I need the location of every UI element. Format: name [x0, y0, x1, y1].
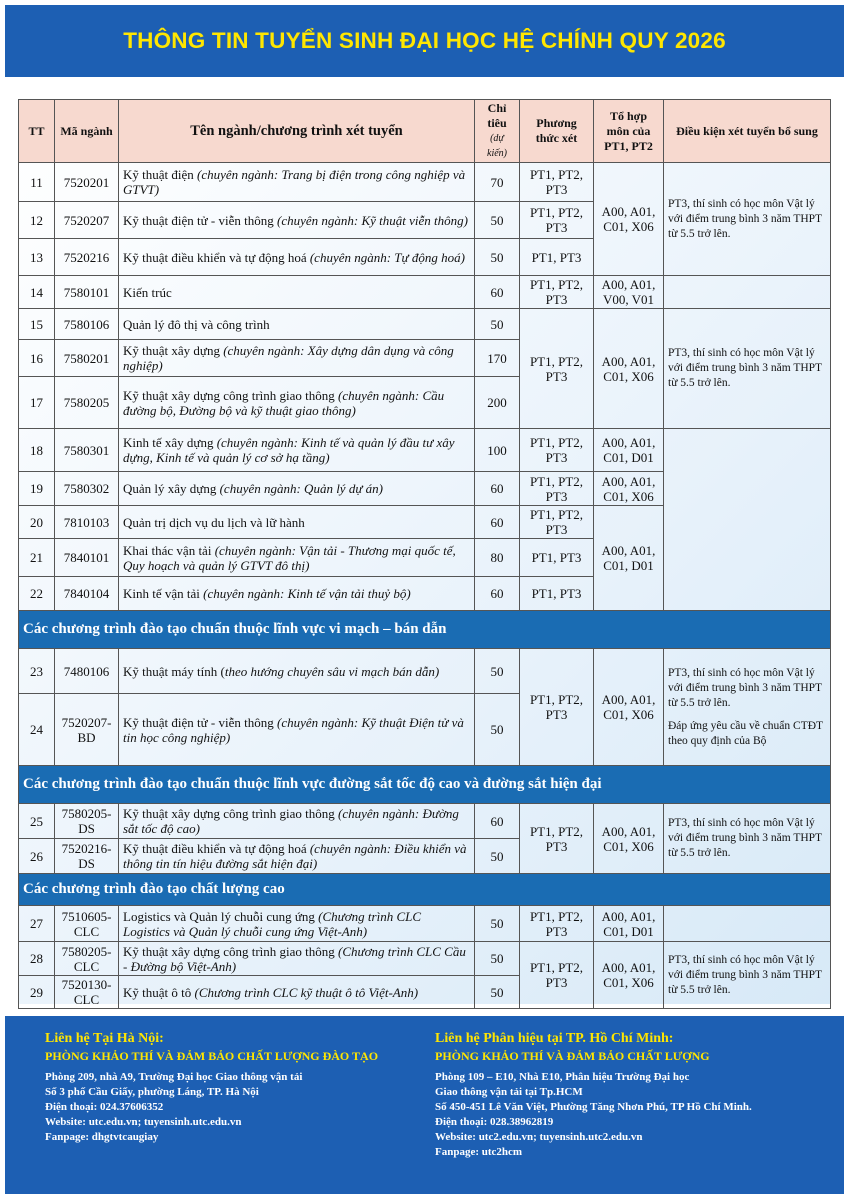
row-ma: 7580201 [55, 340, 119, 377]
row-dieu-kien-line: Đáp ứng yêu cầu về chuẩn CTĐT theo quy định của Bộ [668, 719, 823, 747]
row-to-hop: A00, A01, C01, D01 [594, 906, 664, 942]
section-railway: Các chương trình đào tạo chuẩn thuộc lĩnh vực đường sắt tốc độ cao và đường sắt hiện đại [19, 766, 831, 804]
row-name-main: Kỹ thuật máy tính ( [123, 663, 225, 679]
row-chi-tieu: 200 [475, 377, 520, 429]
row-name [119, 309, 475, 340]
row-tt: 23 [19, 649, 55, 694]
row-name-detail: (chuyên ngành: Quản lý dự án) [219, 481, 384, 496]
row-phuong-thuc: PT1, PT2, PT3 [520, 649, 594, 766]
row-chi-tieu: 60 [475, 472, 520, 506]
row-name-detail: (Chương trình CLC Logistics và Quản lý chuỗi cung ứng Việt-Anh) [123, 908, 422, 939]
row-to-hop: A00, A01, C01, X06 [594, 649, 664, 766]
row-tt: 13 [19, 239, 55, 276]
row-name-main: Quản lý xây dựng [123, 481, 220, 496]
row-name [119, 506, 475, 539]
row-name [119, 472, 475, 506]
section-row [19, 874, 831, 906]
row-to-hop: A00, A01, C01, X06 [594, 309, 664, 429]
row-to-hop: A00, A01, C01, D01 [594, 506, 664, 611]
row-tt: 21 [19, 539, 55, 577]
row-name-main: Kỹ thuật xây dựng công trình giao thông [123, 943, 339, 959]
row-name-main: Kỹ thuật ô tô [123, 984, 195, 1000]
header-phuong-thuc: Phương thức xét [520, 100, 594, 163]
row-name-detail: (chuyên ngành: Cầu đường bộ, Đường bộ và kỹ thuật giao thông) [123, 387, 445, 418]
section-row [19, 766, 831, 804]
row-name-detail: (Chương trình CLC kỹ thuật ô tô Việt-Anh) [194, 984, 419, 1000]
row-name [119, 340, 475, 377]
row-to-hop: A00, A01, V00, V01 [594, 276, 664, 309]
row-ma: 7520216-DS [55, 839, 119, 874]
row-name-detail: (Chương trình CLC Cầu - Đường bộ Việt-Anh) [123, 943, 466, 974]
row-name-detail: (chuyên ngành: Đường sắt tốc độ cao) [123, 806, 459, 836]
row-phuong-thuc: PT1, PT2, PT3 [520, 942, 594, 1009]
row-chi-tieu: 50 [475, 942, 520, 976]
row-name [119, 577, 475, 611]
row-name-main: Kỹ thuật xây dựng [123, 343, 224, 358]
row-ma: 7810103 [55, 506, 119, 539]
row-name [119, 163, 475, 202]
row-chi-tieu: 80 [475, 539, 520, 577]
row-name-detail: theo hướng chuyên sâu vi mạch bán dẫn) [224, 663, 440, 679]
row-tt: 12 [19, 202, 55, 239]
row-dieu-kien: PT3, thí sinh có học môn Vật lý với điểm trung bình 3 năm THPT từ 5.5 trở lên. [664, 804, 831, 874]
contact-hanoi-office: PHÒNG KHẢO THÍ VÀ ĐẢM BẢO CHẤT LƯỢNG ĐÀO TẠO [45, 1049, 379, 1063]
row-name-detail: (chuyên ngành: Kỹ thuật viễn thông) [277, 212, 468, 228]
row-phuong-thuc: PT1, PT2, PT3 [520, 472, 594, 506]
row-ma: 7580106 [55, 309, 119, 340]
programs-table [18, 99, 831, 1009]
header-chi-tieu-label: Chỉ tiêu [487, 101, 507, 130]
row-to-hop: A00, A01, C01, X06 [594, 472, 664, 506]
row-dieu-kien-line: PT3, thí sinh có học môn Vật lý với điểm trung bình 3 năm THPT từ 5.5 trở lên. [668, 666, 822, 709]
table-row [19, 804, 831, 839]
contact-hcm-line: Giao thông vận tải tại Tp.HCM [435, 1086, 583, 1098]
row-ma: 7580205 [55, 377, 119, 429]
row-name [119, 942, 475, 976]
row-tt: 25 [19, 804, 55, 839]
row-ma: 7520216 [55, 239, 119, 276]
row-tt: 26 [19, 839, 55, 874]
table-row [19, 429, 831, 472]
header-ten-nganh: Tên ngành/chương trình xét tuyển [119, 100, 475, 163]
row-tt: 22 [19, 577, 55, 611]
row-name [119, 239, 475, 276]
row-dieu-kien-empty [664, 276, 831, 309]
row-name-detail: (chuyên ngành: Điều khiển và thông tin tín hiệu đường sắt hiện đại) [123, 841, 467, 871]
row-name-main: Kinh tế vận tải [123, 586, 204, 601]
row-ma: 7510605-CLC [55, 906, 119, 942]
row-phuong-thuc: PT1, PT2, PT3 [520, 202, 594, 239]
contact-hcm-line: Số 450-451 Lê Văn Việt, Phường Tăng Nhơn Phú, TP Hồ Chí Minh. [435, 1101, 752, 1113]
row-tt: 24 [19, 694, 55, 766]
row-name [119, 694, 475, 766]
row-name-main: Kỹ thuật điện [123, 167, 198, 182]
row-ma: 7520201 [55, 163, 119, 202]
row-name [119, 906, 475, 942]
row-tt: 28 [19, 942, 55, 976]
row-name-main: Kinh tế xây dựng [123, 435, 217, 450]
row-ma: 7520130-CLC [55, 976, 119, 1009]
row-phuong-thuc: PT1, PT2, PT3 [520, 804, 594, 874]
table-row [19, 906, 831, 942]
row-name [119, 539, 475, 577]
row-name [119, 202, 475, 239]
row-chi-tieu: 100 [475, 429, 520, 472]
row-name-main: Kỹ thuật xây dựng công trình giao thông [123, 806, 339, 821]
row-phuong-thuc: PT1, PT2, PT3 [520, 276, 594, 309]
row-name-detail: (chuyên ngành: Trang bị điện trong công nghiệp và GTVT) [123, 167, 466, 197]
programs-sheet [18, 99, 830, 1007]
contact-hanoi-line: Phòng 209, nhà A9, Trường Đại học Giao thông vận tải [45, 1071, 303, 1083]
row-phuong-thuc: PT1, PT2, PT3 [520, 506, 594, 539]
header-chi-tieu [475, 100, 520, 163]
row-chi-tieu: 60 [475, 804, 520, 839]
row-ma: 7580302 [55, 472, 119, 506]
row-name-main: Quản lý đô thị và công trình [123, 316, 270, 332]
table-header-row [19, 100, 831, 163]
row-phuong-thuc: PT1, PT2, PT3 [520, 309, 594, 429]
row-to-hop: A00, A01, C01, D01 [594, 429, 664, 472]
row-phuong-thuc: PT1, PT3 [520, 539, 594, 577]
table-row [19, 309, 831, 340]
contact-hcm-phone: Điện thoại: 028.38962819 [435, 1116, 554, 1128]
row-name [119, 976, 475, 1009]
header-dieu-kien: Điều kiện xét tuyển bổ sung [664, 100, 831, 163]
row-name-main: Kiến trúc [123, 284, 172, 300]
contact-hcm-heading: Liên hệ Phân hiệu tại TP. Hồ Chí Minh: [435, 1031, 674, 1046]
row-chi-tieu: 50 [475, 906, 520, 942]
row-name [119, 276, 475, 309]
table-row [19, 942, 831, 976]
row-ma: 7520207-BD [55, 694, 119, 766]
contact-hanoi [45, 1030, 425, 1145]
row-to-hop: A00, A01, C01, X06 [594, 163, 664, 276]
row-name-detail: (chuyên ngành: Kỹ thuật Điện tử và tin học công nghiệp) [123, 714, 464, 745]
row-name-main: Kỹ thuật điều khiển và tự động hoá [123, 249, 310, 265]
header-tt: TT [19, 100, 55, 163]
table-row [19, 276, 831, 309]
row-tt: 11 [19, 163, 55, 202]
row-phuong-thuc: PT1, PT2, PT3 [520, 906, 594, 942]
row-chi-tieu: 70 [475, 163, 520, 202]
row-name-main: Quản trị dịch vụ du lịch và lữ hành [123, 514, 305, 530]
contact-hcm-line: Phòng 109 – E10, Nhà E10, Phân hiệu Trường Đại học [435, 1071, 690, 1083]
row-phuong-thuc: PT1, PT2, PT3 [520, 163, 594, 202]
row-chi-tieu: 50 [475, 239, 520, 276]
row-chi-tieu: 60 [475, 577, 520, 611]
row-chi-tieu: 50 [475, 694, 520, 766]
contact-hanoi-website: Website: utc.edu.vn; tuyensinh.utc.edu.vn [45, 1116, 242, 1128]
row-chi-tieu: 60 [475, 506, 520, 539]
row-name-detail: (chuyên ngành: Kinh tế vận tải thuỷ bộ) [203, 586, 411, 601]
row-name-main: Logistics và Quản lý chuỗi cung ứng [123, 908, 319, 924]
row-tt: 17 [19, 377, 55, 429]
row-dieu-kien: PT3, thí sinh có học môn Vật lý với điểm trung bình 3 năm THPT từ 5.5 trở lên. [664, 163, 831, 276]
contact-hcm-fanpage: Fanpage: utc2hcm [435, 1146, 523, 1158]
row-dieu-kien [664, 649, 831, 766]
row-name-main: Kỹ thuật điều khiển và tự động hoá [123, 841, 310, 856]
row-name-main: Kỹ thuật xây dựng công trình giao thông [123, 387, 339, 403]
row-name [119, 804, 475, 839]
row-tt: 16 [19, 340, 55, 377]
section-high-quality: Các chương trình đào tạo chất lượng cao [19, 874, 831, 906]
row-ma: 7580205-CLC [55, 942, 119, 976]
contact-hanoi-fanpage: Fanpage: dhgtvtcaugiay [45, 1131, 159, 1143]
header-to-hop: Tổ hợp môn của PT1, PT2 [594, 100, 664, 163]
title-banner-bar [5, 5, 844, 77]
row-chi-tieu: 50 [475, 309, 520, 340]
table-row [19, 649, 831, 694]
row-chi-tieu: 50 [475, 839, 520, 874]
contact-hanoi-heading: Liên hệ Tại Hà Nội: [45, 1031, 164, 1046]
contact-hcm-office: PHÒNG KHẢO THÍ VÀ ĐẢM BẢO CHẤT LƯỢNG [435, 1049, 710, 1063]
row-dieu-kien-empty [664, 429, 831, 611]
row-name-detail: (chuyên ngành: Vận tải - Thương mại quốc tế, Quy hoạch và quản lý GTVT đô thị) [123, 542, 456, 573]
row-dieu-kien: PT3, thí sinh có học môn Vật lý với điểm trung bình 3 năm THPT từ 5.5 trở lên. [664, 942, 831, 1009]
row-dieu-kien: PT3, thí sinh có học môn Vật lý với điểm trung bình 3 năm THPT từ 5.5 trở lên. [664, 309, 831, 429]
row-ma: 7480106 [55, 649, 119, 694]
title-banner [0, 0, 849, 90]
row-name-detail: (chuyên ngành: Xây dựng dân dụng và công nghiệp) [123, 343, 454, 373]
row-ma: 7580101 [55, 276, 119, 309]
row-name [119, 839, 475, 874]
row-ma: 7840101 [55, 539, 119, 577]
row-to-hop: A00, A01, C01, X06 [594, 804, 664, 874]
row-name [119, 377, 475, 429]
row-name-detail: (chuyên ngành: Tự động hoá) [309, 249, 465, 265]
contact-hcm-website: Website: utc2.edu.vn; tuyensinh.utc2.edu.vn [435, 1131, 643, 1143]
row-ma: 7840104 [55, 577, 119, 611]
header-ma-nganh: Mã ngành [55, 100, 119, 163]
table-row [19, 163, 831, 202]
row-name-main: Kỹ thuật điện tử - viễn thông [123, 212, 277, 228]
row-tt: 29 [19, 976, 55, 1009]
row-tt: 19 [19, 472, 55, 506]
row-chi-tieu: 60 [475, 276, 520, 309]
row-phuong-thuc: PT1, PT2, PT3 [520, 429, 594, 472]
row-dieu-kien-empty [664, 906, 831, 942]
row-ma: 7580301 [55, 429, 119, 472]
row-name [119, 429, 475, 472]
row-to-hop: A00, A01, C01, X06 [594, 942, 664, 1009]
row-tt: 15 [19, 309, 55, 340]
section-row [19, 611, 831, 649]
contact-hanoi-phone: Điện thoại: 024.37606352 [45, 1101, 164, 1113]
contact-footer [5, 1016, 844, 1194]
contact-hanoi-line: Số 3 phố Cầu Giấy, phường Láng, TP. Hà Nội [45, 1086, 259, 1098]
row-chi-tieu: 50 [475, 649, 520, 694]
row-ma: 7580205-DS [55, 804, 119, 839]
contact-hcm [435, 1030, 835, 1160]
row-tt: 18 [19, 429, 55, 472]
row-tt: 14 [19, 276, 55, 309]
row-tt: 20 [19, 506, 55, 539]
row-phuong-thuc: PT1, PT3 [520, 239, 594, 276]
row-phuong-thuc: PT1, PT3 [520, 577, 594, 611]
page-title: THÔNG TIN TUYỂN SINH ĐẠI HỌC HỆ CHÍNH QUY 2026 [123, 28, 726, 53]
row-ma: 7520207 [55, 202, 119, 239]
row-chi-tieu: 50 [475, 202, 520, 239]
row-chi-tieu: 170 [475, 340, 520, 377]
row-name-main: Kỹ thuật điện tử - viễn thông [123, 714, 277, 730]
row-name-detail: (chuyên ngành: Kinh tế và quản lý đầu tư xây dựng, Kinh tế và quản lý cơ sở hạ tầng) [123, 435, 455, 465]
row-chi-tieu: 50 [475, 976, 520, 1009]
header-chi-tieu-sub: (dự kiến) [487, 133, 507, 159]
row-tt: 27 [19, 906, 55, 942]
row-name [119, 649, 475, 694]
row-name-main: Khai thác vận tải [123, 542, 215, 558]
section-semiconductor: Các chương trình đào tạo chuẩn thuộc lĩnh vực vi mạch – bán dẫn [19, 611, 831, 649]
